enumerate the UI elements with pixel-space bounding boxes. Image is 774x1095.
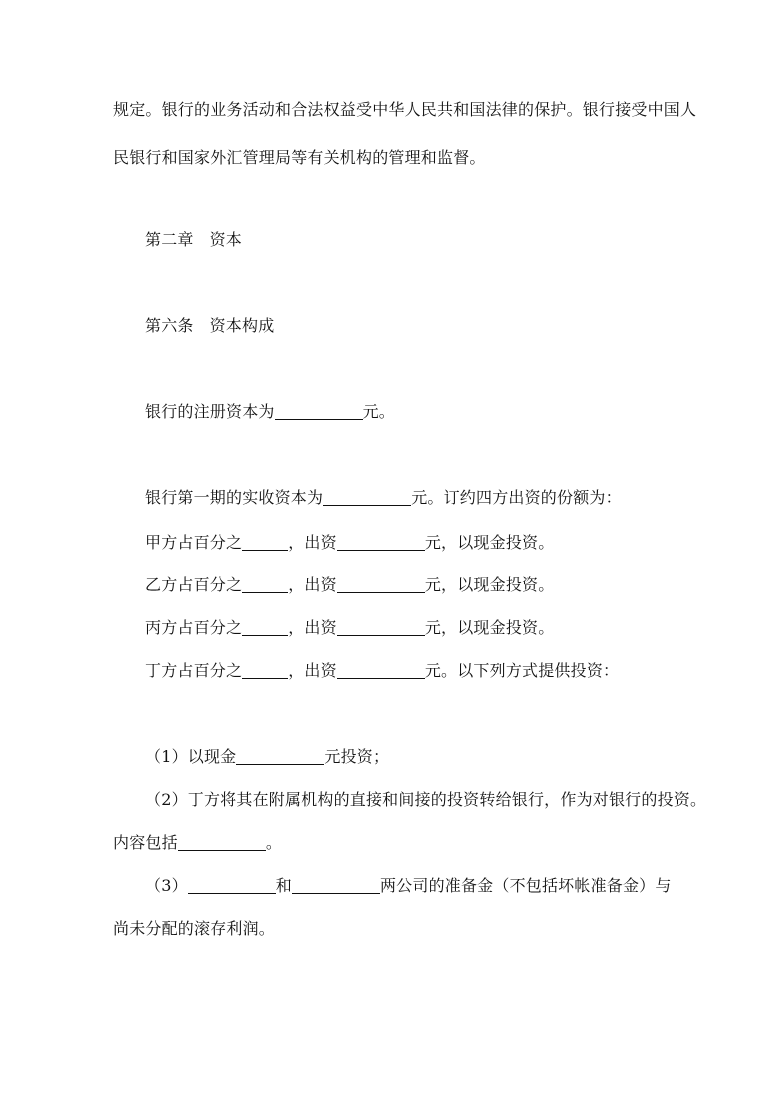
- text: 两公司的准备金（不包括坏帐准备金）与: [379, 876, 672, 895]
- text: 内容包括: [113, 833, 178, 852]
- text: （1）以现金: [145, 747, 237, 766]
- blank-field[interactable]: [236, 748, 324, 765]
- text: 元。订约四方出资的份额为：: [411, 488, 622, 507]
- party-bing-line: [145, 618, 554, 638]
- text: 和: [275, 876, 292, 895]
- text: 银行第一期的实收资本为: [145, 488, 324, 507]
- text: （3）: [145, 876, 188, 895]
- blank-field[interactable]: [337, 534, 425, 551]
- blank-field[interactable]: [188, 877, 276, 894]
- text: ，出资: [288, 661, 337, 680]
- text: 甲方占百分之: [145, 533, 243, 552]
- paid-capital-line: [145, 488, 622, 508]
- text: ，出资: [288, 533, 337, 552]
- item-3-line: [145, 876, 672, 896]
- blank-field[interactable]: [337, 619, 425, 636]
- text: 元投资；: [324, 747, 390, 766]
- text: 乙方占百分之: [145, 575, 243, 594]
- text: 。: [265, 833, 283, 852]
- text: 元，以现金投资。: [424, 533, 555, 552]
- party-yi-line: [145, 575, 554, 595]
- item-2-line: （2）丁方将其在附属机构的直接和间接的投资转给银行，作为对银行的投资。: [145, 790, 707, 809]
- chapter-heading: [145, 230, 242, 250]
- text: ，出资: [288, 618, 337, 637]
- blank-field[interactable]: [323, 489, 411, 506]
- blank-field[interactable]: [242, 576, 288, 593]
- blank-field[interactable]: [242, 534, 288, 551]
- text: 元，以现金投资。: [424, 618, 555, 637]
- party-ding-line: [145, 661, 619, 681]
- paragraph-line: 规定。银行的业务活动和合法权益受中华人民共和国法律的保护。银行接受中国人: [113, 100, 697, 119]
- blank-field[interactable]: [275, 403, 363, 420]
- text: 元。: [362, 402, 396, 421]
- item-2-content-line: [113, 833, 282, 853]
- blank-field[interactable]: [292, 877, 380, 894]
- text: 丁方占百分之: [145, 661, 243, 680]
- text: 丙方占百分之: [145, 618, 243, 637]
- text: 元，以现金投资。: [424, 575, 555, 594]
- blank-field[interactable]: [178, 834, 266, 851]
- article-number: 第六条: [145, 316, 194, 335]
- chapter-number: 第二章: [145, 230, 194, 249]
- text: ，出资: [288, 575, 337, 594]
- item-1-line: [145, 747, 389, 767]
- paragraph-line: 民银行和国家外汇管理局等有关机构的管理和监督。: [113, 148, 486, 167]
- blank-field[interactable]: [242, 619, 288, 636]
- registered-capital-line: [145, 402, 395, 422]
- text: 元。以下列方式提供投资：: [424, 661, 620, 680]
- party-jia-line: [145, 533, 554, 553]
- blank-field[interactable]: [337, 662, 425, 679]
- item-3-continued-line: 尚未分配的滚存利润。: [113, 919, 276, 938]
- article-title: 资本构成: [209, 316, 275, 335]
- blank-field[interactable]: [337, 576, 425, 593]
- chapter-title: 资本: [209, 230, 243, 249]
- text: 银行的注册资本为: [145, 402, 275, 421]
- blank-field[interactable]: [242, 662, 288, 679]
- article-heading: [145, 316, 274, 336]
